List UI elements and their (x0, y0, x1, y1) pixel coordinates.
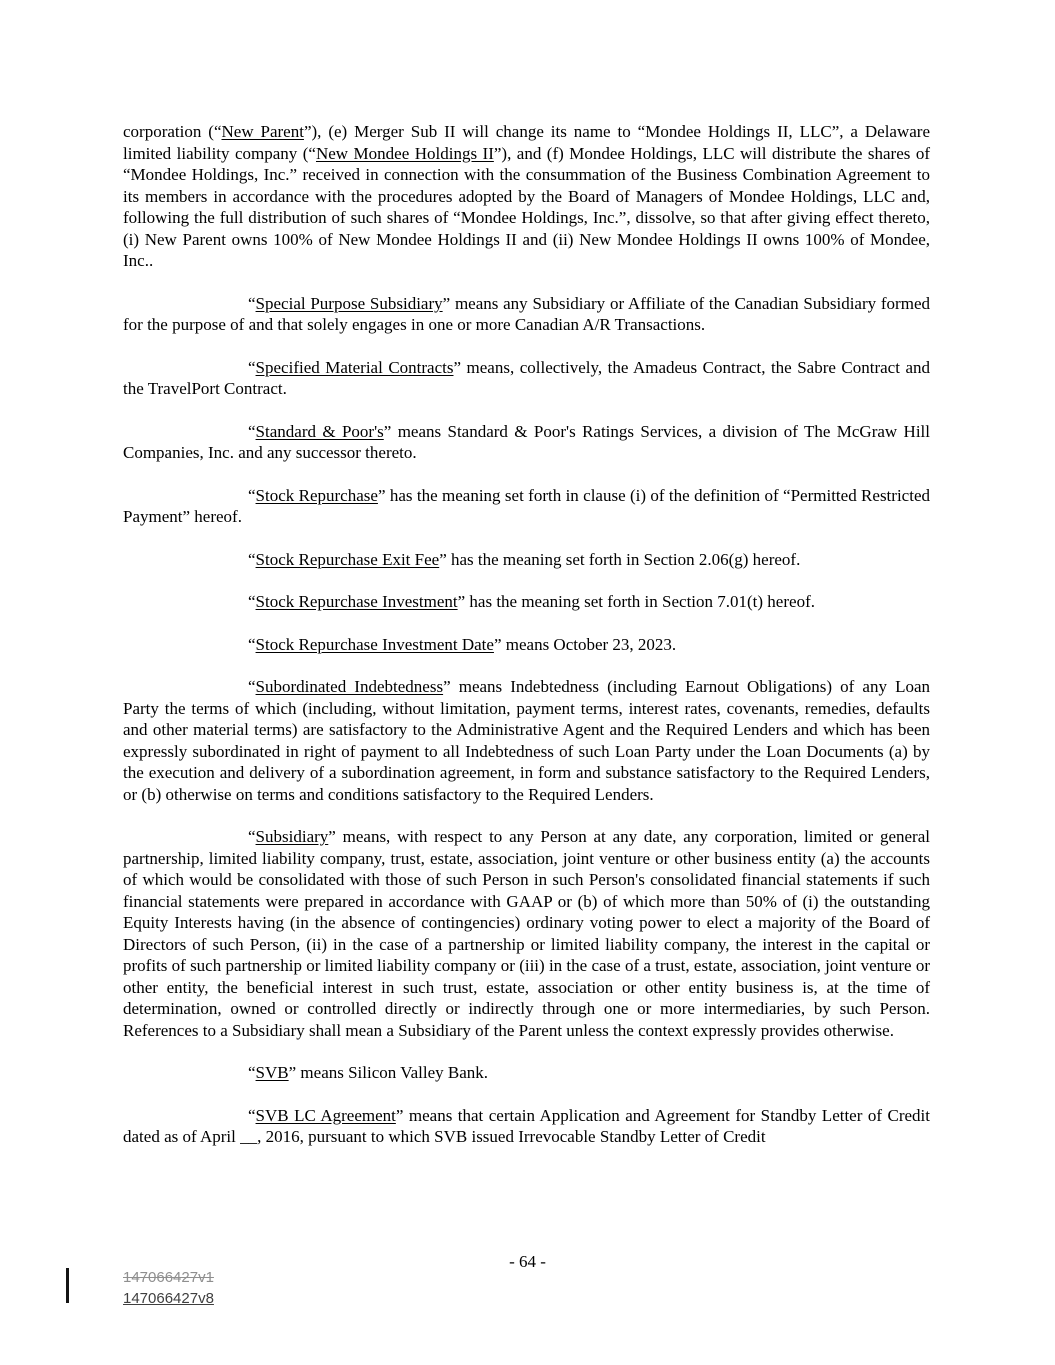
text-run: “ (248, 421, 256, 441)
text-run: “ (248, 1105, 256, 1125)
document-id-struck: 147066427v1 (123, 1269, 214, 1286)
text-run: ” means, collectively, the Amadeus Contract, the Sabre Contract and the TravelPort Contract. (123, 357, 930, 398)
page-number: - 64 - (509, 1252, 546, 1271)
text-run: “ (248, 549, 256, 569)
defined-term: Stock Repurchase Exit Fee (255, 549, 440, 569)
paragraph-definition-specified-material-contracts (123, 357, 930, 400)
defined-term: New Mondee Holdings II (315, 143, 494, 163)
paragraph-definition-special-purpose-subsidiary (123, 293, 930, 336)
defined-term: Standard & Poor's (255, 421, 384, 441)
defined-term: Stock Repurchase Investment Date (255, 634, 494, 654)
text-run: “ (248, 827, 256, 846)
document-body (123, 121, 930, 1148)
paragraph-definition-stock-repurchase-exit-fee (123, 549, 930, 571)
paragraph-definition-stock-repurchase-investment (123, 591, 930, 613)
paragraph-definition-stock-repurchase (123, 485, 930, 528)
defined-term: Stock Repurchase Investment (255, 592, 458, 611)
defined-term: Special Purpose Subsidiary (255, 293, 443, 313)
text-run: ” has the meaning set forth in Section 2.06(g) hereof. (439, 549, 801, 569)
text-run: ” means, with respect to any Person at any date, any corporation, limited or general partnership, limited liability company, trust, estate, association, joint venture or other business entity (a) the accounts of which would be consolidated with those of such Person in such Person's consolidated financial statements if such financial statements were prepared in accordance with GAAP or (b) of which more than 50% of (i) the outstanding Equity Interests having (in the absence of contingencies) ordinary voting power to elect a majority of the Board of Directors of such Person, (ii) in the case of a partnership or limited liability company, the interest in the capital or profits of such partnership or limited liability company or (iii) in the case of a trust, estate, association, joint venture or other entity, the beneficial interest in such trust, estate, association or other entity business is, at the time of determination, owned or controlled directly or indirectly through one or more intermediaries, by such Person. References to a Subsidiary shall mean a Subsidiary of the Parent unless the context expressly provides otherwise. (123, 827, 930, 1040)
defined-term: Stock Repurchase (255, 485, 378, 505)
text-run: ”), and (f) Mondee Holdings, LLC will distribute the shares of “Mondee Holdings, Inc.” received in connection with the consummation of the Business Combination Agreement to its members in accordance with the procedures adopted by the Board of Managers of Mondee Holdings, LLC and, following the full distribution of such shares of “Mondee Holdings, Inc.”, dissolve, so that after giving effect thereto, (i) New Parent owns 100% of New Mondee Holdings II and (ii) New Mondee Holdings II owns 100% of Mondee, Inc.. (123, 143, 930, 270)
text-run: ” means Silicon Valley Bank. (288, 1063, 489, 1082)
defined-term: New Parent (221, 122, 304, 141)
text-run: corporation (“ (123, 122, 222, 141)
revision-change-bar (66, 1268, 69, 1303)
text-run: “ (248, 592, 256, 611)
defined-term: Specified Material Contracts (255, 357, 454, 377)
paragraph-definition-stock-repurchase-investment-date (123, 634, 930, 656)
defined-term: Subsidiary (255, 827, 329, 846)
text-run: ” means any Subsidiary or Affiliate of the Canadian Subsidiary formed for the purpose of and that solely engages in one or more Canadian A/R Transactions. (123, 293, 930, 334)
paragraph-definition-svb (123, 1062, 930, 1084)
defined-term: SVB LC Agreement (255, 1105, 396, 1125)
text-run: ” has the meaning set forth in clause (i) of the definition of “Permitted Restricted Payment” hereof. (123, 485, 930, 526)
document-id-block (123, 1267, 214, 1309)
text-run: “ (248, 1063, 256, 1082)
text-run: “ (248, 293, 256, 313)
text-run: ” has the meaning set forth in Section 7.01(t) hereof. (457, 592, 815, 611)
paragraph-definition-subordinated-indebtedness (123, 676, 930, 805)
text-run: ”), (e) Merger Sub II will change its name to “Mondee Holdings II, LLC”, a Delaware limited liability company (“ (123, 122, 930, 163)
paragraph-definition-subsidiary (123, 826, 930, 1041)
text-run: “ (248, 634, 256, 654)
text-run: ” means that certain Application and Agreement for Standby Letter of Credit dated as of April __, 2016, pursuant to which SVB issued Irrevocable Standby Letter of Credit (123, 1105, 930, 1146)
text-run: “ (248, 357, 256, 377)
text-run: “ (248, 485, 256, 505)
paragraph-definition-standard-and-poors (123, 421, 930, 464)
text-run: ” means Indebtedness (including Earnout Obligations) of any Loan Party the terms of which (including, without limitation, payment terms, interest rates, covenants, remedies, defaults and other material terms) are satisfactory to the Administrative Agent and the Required Lenders and which has been expressly subordinated in right of payment to all Indebtedness of such Loan Party under the Loan Documents (a) by the execution and delivery of a subordination agreement, in form and substance satisfactory to the Required Lenders, or (b) otherwise on terms and conditions satisfactory to the Required Lenders. (123, 677, 931, 804)
defined-term: SVB (255, 1063, 289, 1082)
text-run: “ (248, 677, 256, 696)
defined-term: Subordinated Indebtedness (255, 677, 444, 696)
paragraph-continuation-new-parent (123, 121, 930, 272)
text-run: ” means Standard & Poor's Ratings Services, a division of The McGraw Hill Companies, Inc. and any successor thereto. (123, 421, 930, 462)
text-run: ” means October 23, 2023. (493, 634, 677, 654)
document-id-current: 147066427v8 (123, 1290, 214, 1307)
paragraph-definition-svb-lc-agreement (123, 1105, 930, 1148)
